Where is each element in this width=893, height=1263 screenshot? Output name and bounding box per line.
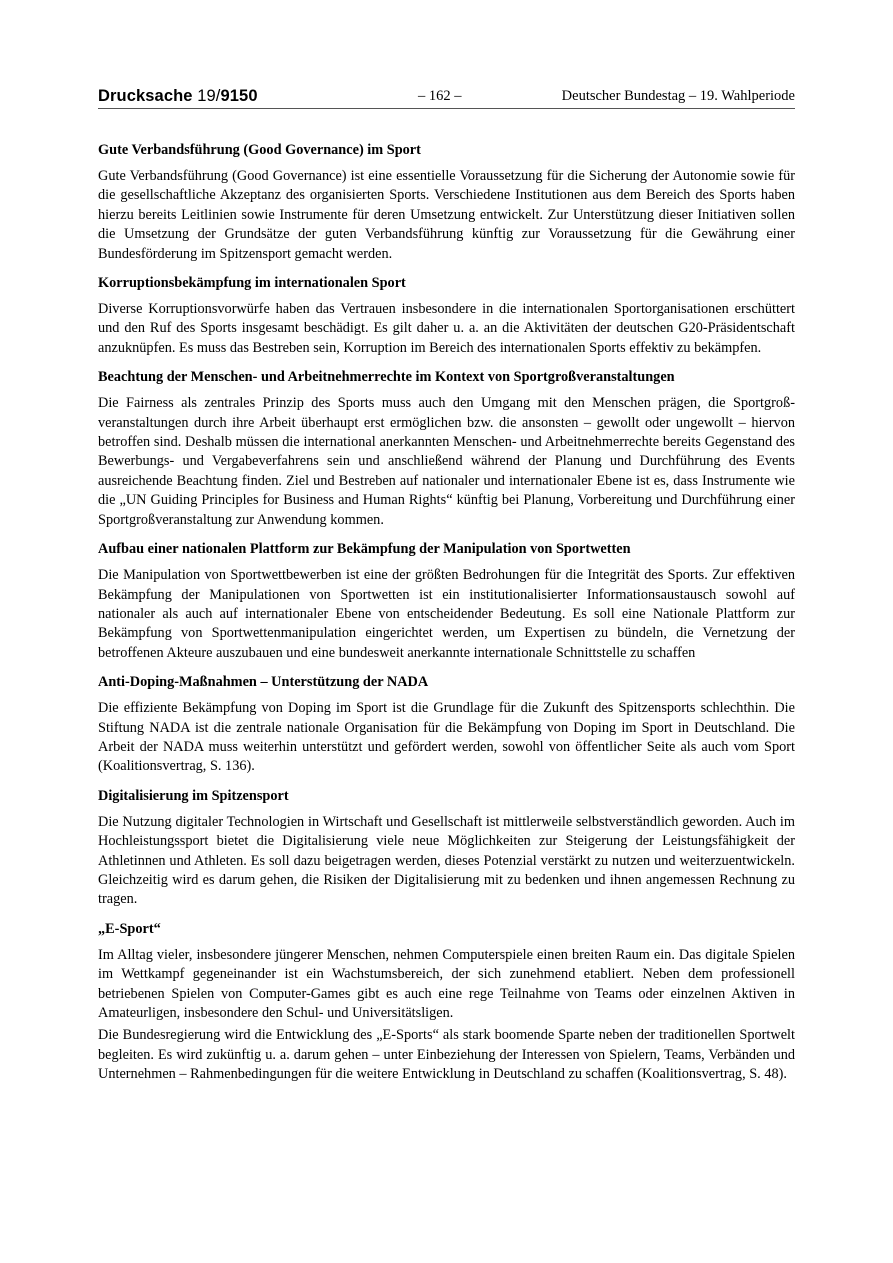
publisher-label: Deutscher Bundestag – 19. Wahlperiode [561, 88, 795, 104]
section-heading: Digitalisierung im Spitzensport [98, 787, 289, 804]
section-paragraph: Gute Verbandsführung (Good Governance) ist eine essentielle Voraussetzung für die Sicherung der Autonomie sowie für die gesellschaftliche Akzeptanz des organisierten Sports. Verschiedene Institutionen aus dem Bereich des Sports haben hierzu bereits Leitlinien sowie Instrumente für deren Umsetzung entwickelt. Zur Unterstützung dieser Initiativen sollen die Umsetzung der Grundsätze der guten Verbandsführung künftig zur Voraussetzung für die Gewährung einer Bundesförderung im Spitzensport gemacht werden. [98, 168, 795, 262]
section-paragraph: Diverse Korruptionsvorwürfe haben das Vertrauen insbesondere in die internationalen Sportorganisationen erschüttert und den Ruf des Sports insgesamt beschädigt. Es gilt daher u. a. an die Aktivitäten der deutschen G20-Präsidentschaft anzuknüpfen. Es muss das Bestreben sein, Korruption im Bereich des internationalen Sports effektiv zu bekämpfen. [98, 301, 795, 356]
section-heading: „E-Sport“ [98, 920, 161, 937]
document-number [98, 86, 258, 106]
section-paragraph: Die Fairness als zentrales Prinzip des Sports muss auch den Umgang mit den Menschen prägen, die Sportgroßveranstaltungen durch ihre Arbeit überhaupt erst ermöglichen bzw. die ansonsten – gewollt oder ungewollt – hiervon betroffen sind. Deshalb müssen die international anerkannten Menschen- und Arbeitnehmerrechte bereits Gegenstand des Bewerbungs- und Vergabeverfahrens sein und anschließend während der Planung und Durchführung des Events ausreichende Beachtung finden. Ziel und Bestreben auf nationaler und internationaler Ebene ist es, dass Instrumente wie die „UN Guiding Principles for Business and Human Rights“ künftig bei Planung, Vorbereitung und Durchführung einer Sportgroßveranstaltung zur Anwendung kommen. [98, 395, 795, 528]
document-volume: 19/ [197, 87, 221, 105]
section-paragraph: Die Nutzung digitaler Technologien in Wirtschaft und Gesellschaft ist mittlerweile selbstverständlich geworden. Auch im Hochleistungssport bietet die Digitalisierung viele neue Möglichkeiten zur Steigerung der Leistungsfähigkeit der Athletinnen und Athleten. Es soll dazu beigetragen werden, dieses Potenzial verstärkt zu nutzen und weiterzuentwickeln. Gleichzeitig wird es darum gehen, die Risiken der Digitalisierung mit zu bedenken und ihnen angemessen Rechnung zu tragen. [98, 813, 795, 908]
section-heading: Aufbau einer nationalen Plattform zur Bekämpfung der Manipulation von Sportwetten [98, 541, 631, 558]
section-heading: Gute Verbandsführung (Good Governance) im Sport [98, 142, 421, 158]
section-paragraph: Im Alltag vieler, insbesondere jüngerer Menschen, nehmen Computerspiele einen breiten Raum ein. Das digitale Spielen im Wettkampf gegeneinander ist ein Wachstumsbereich, der sich zunehmend etabliert. Neben dem professionell betriebenen Spielen von Computer-Games gibt es auch eine rege Teilnahme von Teams oder einzelnen Aktiven in Amateurligen, insbesondere den Schul- und Universitätsligen. [98, 946, 795, 1021]
section-e-sport [98, 920, 795, 1085]
document-number-value: 9150 [220, 87, 258, 105]
section-betting-manipulation [98, 540, 795, 663]
section-good-governance [98, 141, 795, 264]
section-heading: Korruptionsbekämpfung im internationalen Sport [98, 275, 406, 292]
section-digitalization [98, 787, 795, 910]
section-corruption [98, 274, 795, 358]
page-number: – 162 – [418, 88, 462, 104]
section-paragraph: Die Bundesregierung wird die Entwicklung des „E-Sports“ als stark boomende Sparte neben der traditionellen Sportwelt begleiten. Es wird zukünftig u. a. darum gehen – unter Einbeziehung der Interessen von Spielern, Teams, Verbänden und Unternehmen – Rahmenbedingungen für die weitere Entwicklung in Deutschland zu schaffen (Koalitionsvertrag, S. 48). [98, 1027, 795, 1083]
section-heading: Anti-Doping-Maßnahmen – Unterstützung der NADA [98, 674, 429, 691]
section-paragraph: Die effiziente Bekämpfung von Doping im Sport ist die Grundlage für die Zukunft des Spitzensports schlechthin. Die Stiftung NADA ist die zentrale nationale Organisation für die Bekämpfung von Doping im Sport in Deutschland. Die Arbeit der NADA muss weiterhin unterstützt und gefördert werden, sowohl von öffentlicher Seite als auch vom Sport (Koalitionsvertrag, S. 136). [98, 700, 795, 775]
section-paragraph: Die Manipulation von Sportwettbewerben ist eine der größten Bedrohungen für die Integrität des Sports. Zur effektiven Bekämpfung der Manipulationen von Sportwetten ist ein institutionalisierter Informationsaustausch sowohl auf nationaler als auch auf internationaler Ebene von entscheidender Bedeutung. Es soll eine Nationale Plattform zur Bekämpfung von Sportwettenmanipulation eingerichtet werden, um Expertisen zu bündeln, die Vernetzung der betroffenen Akteure auszubauen und eine bundesweit anerkannte internationale Schnittstelle zu schaffen [98, 567, 795, 661]
section-human-rights [98, 368, 795, 530]
document-label: Drucksache [98, 87, 193, 105]
section-heading: Beachtung der Menschen- und Arbeitnehmerrechte im Kontext von Sportgroßveranstaltungen [98, 369, 675, 386]
section-anti-doping [98, 673, 795, 777]
page-header [98, 86, 795, 109]
document-body [98, 141, 795, 1095]
